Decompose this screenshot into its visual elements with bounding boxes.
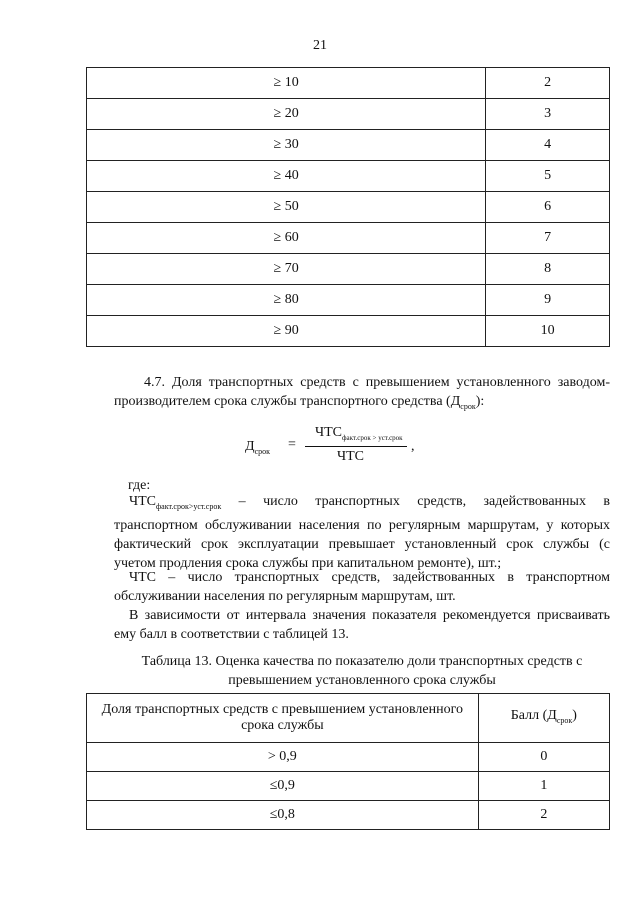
def1-term: ЧТС bbox=[129, 494, 156, 509]
formula-lhs-sub: срок bbox=[254, 446, 270, 456]
formula-comma: , bbox=[411, 439, 415, 454]
definition-2: ЧТС – число транспортных средств, задействованных в транспортном обслуживании населения по регулярным маршрутам, шт. bbox=[114, 570, 610, 604]
formula-denominator: ЧТС bbox=[337, 449, 364, 464]
score-table-continued bbox=[86, 67, 610, 347]
table-row bbox=[87, 316, 610, 347]
table-row bbox=[87, 285, 610, 316]
table-row bbox=[87, 130, 610, 161]
share-cell: > 0,9 bbox=[87, 743, 479, 772]
table-row bbox=[87, 161, 610, 192]
section-intro-text: 4.7. Доля транспортных средств с превышением установленного заводом-производителем срока службы транспортного средства (Д bbox=[114, 375, 610, 409]
score-table-body bbox=[87, 68, 610, 347]
formula-d-srok bbox=[245, 425, 465, 475]
page-number: 21 bbox=[313, 38, 327, 53]
score-cell: 4 bbox=[486, 130, 610, 161]
score-cell: 10 bbox=[486, 316, 610, 347]
definition-1 bbox=[114, 492, 610, 573]
share-cell: ≥ 20 bbox=[87, 99, 486, 130]
section-intro-end: ): bbox=[475, 394, 485, 409]
score-cell: 3 bbox=[486, 99, 610, 130]
score-cell: 5 bbox=[486, 161, 610, 192]
share-cell: ≥ 30 bbox=[87, 130, 486, 161]
section-4-7-intro bbox=[114, 373, 610, 416]
table-13-header-score bbox=[478, 694, 609, 743]
share-cell: ≥ 80 bbox=[87, 285, 486, 316]
header-score-label: Балл (Д bbox=[510, 707, 557, 723]
score-cell: 2 bbox=[486, 68, 610, 99]
share-cell: ≥ 60 bbox=[87, 223, 486, 254]
table-13-header-share: Доля транспортных средств с превышением установленного срока службы bbox=[87, 694, 479, 743]
score-cell: 0 bbox=[478, 743, 609, 772]
table-13-body bbox=[87, 694, 610, 830]
share-cell: ≥ 50 bbox=[87, 192, 486, 223]
def1-text: – число транспортных средств, задействованных в транспортном обслуживании населения по регулярным маршрутам, у которых фактический срок эксплуатации превышает установленный срок службы (с учетом продления срока службы при капитальном ремонте), шт.; bbox=[114, 494, 610, 571]
share-cell: ≥ 70 bbox=[87, 254, 486, 285]
header-score-sub: срок bbox=[556, 715, 573, 725]
share-cell: ≤0,9 bbox=[87, 772, 479, 801]
formula-numerator-sub: факт.срок > уст.срок bbox=[342, 433, 403, 442]
formula-equals: = bbox=[288, 437, 296, 452]
score-cell: 1 bbox=[478, 772, 609, 801]
header-score-end: ) bbox=[572, 707, 577, 723]
table-row bbox=[87, 254, 610, 285]
table-13 bbox=[86, 693, 610, 830]
table-row bbox=[87, 801, 610, 830]
score-cell: 7 bbox=[486, 223, 610, 254]
share-cell: ≥ 10 bbox=[87, 68, 486, 99]
score-cell: 2 bbox=[478, 801, 609, 830]
share-cell: ≥ 90 bbox=[87, 316, 486, 347]
section-intro-sub: срок bbox=[460, 401, 476, 411]
recommendation-paragraph: В зависимости от интервала значения показателя рекомендуется присваивать ему балл в соответствии с таблицей 13. bbox=[114, 608, 610, 642]
table-row bbox=[87, 223, 610, 254]
def1-sub: факт.срок>уст.срок bbox=[156, 501, 222, 511]
table-row bbox=[87, 192, 610, 223]
share-cell: ≥ 40 bbox=[87, 161, 486, 192]
table-row bbox=[87, 743, 610, 772]
table-13-caption: Таблица 13. Оценка качества по показателю доли транспортных средств с превышением установленного срока службы bbox=[141, 654, 583, 688]
formula-numerator-text: ЧТС bbox=[315, 425, 342, 440]
table-row bbox=[87, 772, 610, 801]
score-cell: 6 bbox=[486, 192, 610, 223]
formula-lhs bbox=[245, 439, 270, 456]
table-row bbox=[87, 99, 610, 130]
formula-numerator bbox=[315, 425, 403, 442]
table-13-header-row bbox=[87, 694, 610, 743]
share-cell: ≤0,8 bbox=[87, 801, 479, 830]
score-cell: 9 bbox=[486, 285, 610, 316]
score-cell: 8 bbox=[486, 254, 610, 285]
table-row bbox=[87, 68, 610, 99]
fraction-bar bbox=[305, 446, 407, 447]
where-label: где: bbox=[128, 478, 151, 493]
formula-lhs-symbol: Д bbox=[245, 439, 255, 454]
